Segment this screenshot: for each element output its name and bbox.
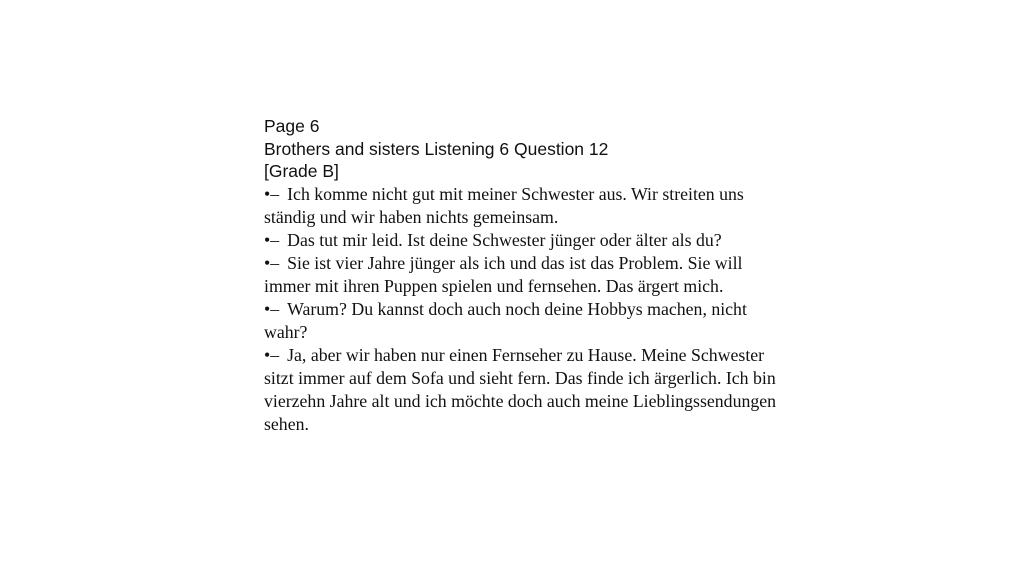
- dialogue-line: [264, 344, 784, 436]
- dialogue-text: Warum? Du kannst doch auch noch deine Hobbys machen, nicht wahr?: [264, 298, 747, 342]
- bullet-marker: •–: [264, 344, 280, 365]
- bullet-marker: •–: [264, 229, 280, 250]
- dialogue-line: [264, 183, 784, 229]
- text-block: [264, 115, 784, 436]
- bullet-marker: •–: [264, 183, 280, 204]
- dialogue-line: [264, 252, 784, 298]
- page-label: Page 6: [264, 116, 320, 136]
- page-title: Brothers and sisters Listening 6 Question 12: [264, 138, 609, 159]
- dialogue-text: Das tut mir leid. Ist deine Schwester jünger oder älter als du?: [287, 229, 722, 250]
- dialogue-list: [264, 183, 784, 436]
- grade-label: [Grade B]: [264, 161, 339, 181]
- dialogue-text: Sie ist vier Jahre jünger als ich und das ist das Problem. Sie will immer mit ihren Puppen spielen und fernsehen. Das ärgert mich.: [264, 252, 743, 296]
- dialogue-line: [264, 298, 784, 344]
- bullet-marker: •–: [264, 298, 280, 319]
- dialogue-text: Ich komme nicht gut mit meiner Schwester aus. Wir streiten uns ständig und wir haben nichts gemeinsam.: [264, 183, 744, 227]
- dialogue-text: Ja, aber wir haben nur einen Fernseher zu Hause. Meine Schwester sitzt immer auf dem Sofa und sieht fern. Das finde ich ärgerlich. Ich bin vierzehn Jahre alt und ich möchte doch auch meine Lieblingssendungen sehen.: [264, 344, 777, 434]
- bullet-marker: •–: [264, 252, 280, 273]
- dialogue-line: [264, 229, 784, 252]
